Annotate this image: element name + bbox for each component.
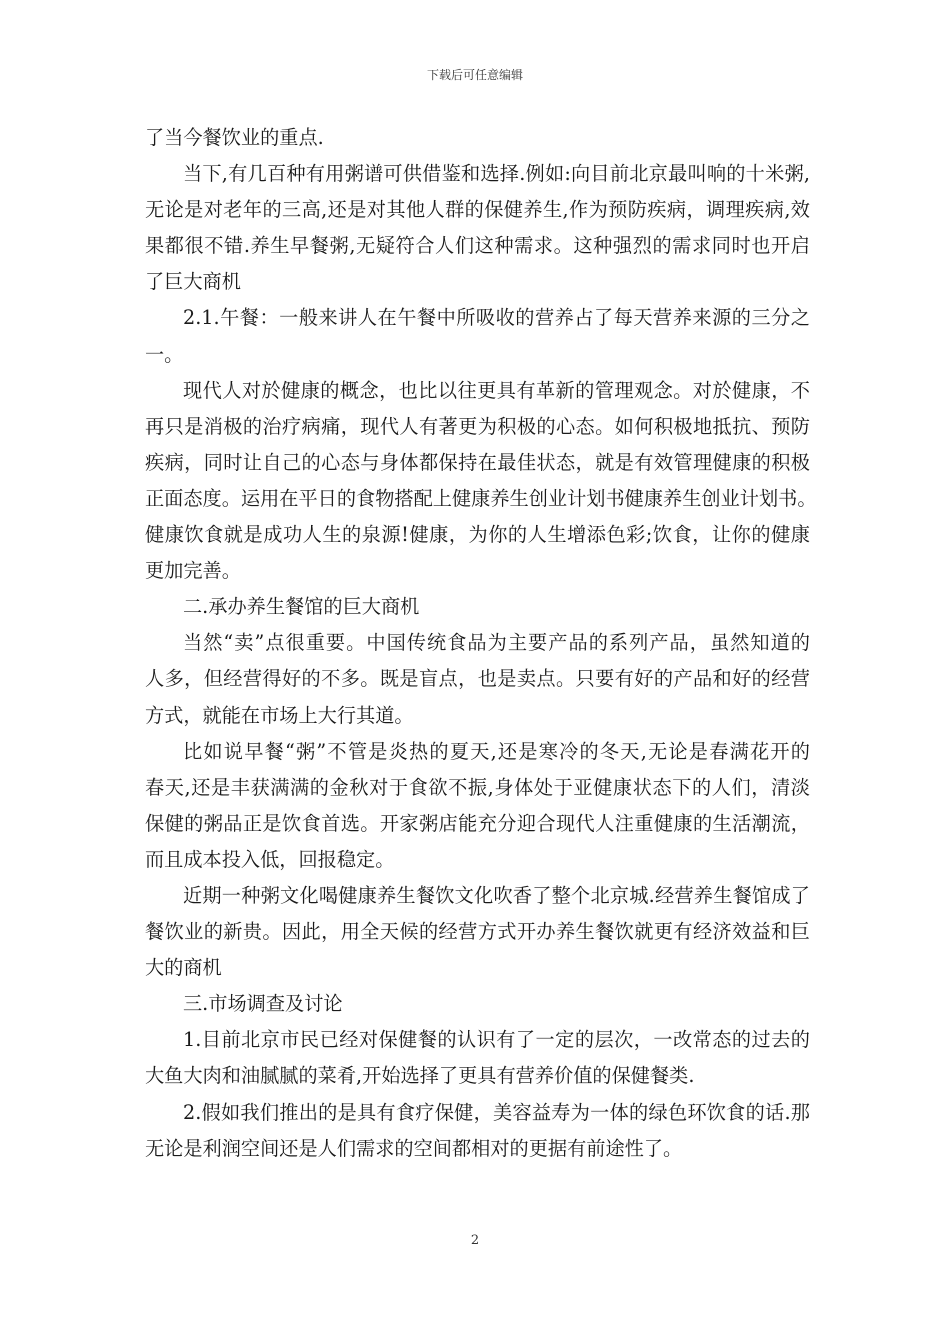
text-line: 果都很不错.养生早餐粥,无疑符合人们这种需求。这种强烈的需求同时也开启 xyxy=(145,234,810,258)
text-line: 了当今餐饮业的重点. xyxy=(145,126,324,149)
text-line: 而且成本投入低，回报稳定。 xyxy=(145,847,395,871)
text-line: 三.市场调查及讨论 xyxy=(183,992,343,1016)
text-line: 二.承办养生餐馆的巨大商机 xyxy=(183,595,420,619)
text-line: 春天,还是丰获满满的金秋对于食欲不振,身体处于亚健康状态下的人们，清淡 xyxy=(145,775,810,799)
text-line: 了巨大商机 xyxy=(145,270,241,294)
text-line: 近期一种粥文化喝健康养生餐饮文化吹香了整个北京城.经营养生餐馆成了 xyxy=(183,883,810,907)
text-line: 无论是利润空间还是人们需求的空间都相对的更据有前途性了。 xyxy=(145,1136,683,1160)
text-line: 餐饮业的新贵。因此，用全天候的经营方式开办养生餐饮就更有经济效益和巨 xyxy=(145,920,810,944)
text-line: 再只是消极的治疗病痛，现代人有著更为积极的心态。如何积极地抵抗、预防 xyxy=(145,414,810,438)
text-line: 大鱼大肉和油腻腻的菜肴,开始选择了更具有营养价值的保健餐类. xyxy=(145,1064,695,1088)
text-line: 一。 xyxy=(145,342,184,366)
document-body xyxy=(145,120,817,1167)
text-line: 无论是对老年的三高,还是对其他人群的保健养生,作为预防疾病，调理疾病,效 xyxy=(145,198,810,222)
text-line: 大的商机 xyxy=(145,956,222,980)
text-line: 正面态度。运用在平日的食物搭配上健康养生创业计划书健康养生创业计划书。 xyxy=(145,486,817,510)
text-line: 当下,有几百种有用粥谱可供借鉴和选择.例如:向目前北京最叫响的十米粥, xyxy=(183,162,810,186)
text-line: 更加完善。 xyxy=(145,559,241,583)
text-line: 比如说早餐“粥”不管是炎热的夏天,还是寒冷的冬天,无论是春满花开的 xyxy=(183,739,810,763)
text-line: 1.目前北京市民已经对保健餐的认识有了一定的层次，一改常态的过去的 xyxy=(183,1028,810,1052)
text-line: 现代人对於健康的概念，也比以往更具有革新的管理观念。对於健康，不 xyxy=(183,378,810,402)
text-line: 人多，但经营得好的不多。既是盲点，也是卖点。只要有好的产品和好的经营 xyxy=(145,667,810,691)
text-line: 疾病，同时让自己的心态与身体都保持在最佳状态，就是有效管理健康的积极 xyxy=(145,450,810,474)
text-line: 保健的粥品正是饮食首选。开家粥店能充分迎合现代人注重健康的生活潮流， xyxy=(145,811,810,835)
text-line: 当然“卖”点很重要。中国传统食品为主要产品的系列产品，虽然知道的 xyxy=(183,631,810,655)
text-line: 2.1.午餐：一般来讲人在午餐中所吸收的营养占了每天营养来源的三分之 xyxy=(183,306,810,330)
text-line: 健康饮食就是成功人生的泉源!健康，为你的人生增添色彩;饮食，让你的健康 xyxy=(145,523,810,547)
page-header: 下载后可任意编辑 xyxy=(426,68,523,82)
text-line: 方式，就能在市场上大行其道。 xyxy=(145,703,414,727)
text-line: 2.假如我们推出的是具有食疗保健，美容益寿为一体的绿色环饮食的话.那 xyxy=(183,1100,810,1124)
page-number: 2 xyxy=(470,1233,480,1248)
